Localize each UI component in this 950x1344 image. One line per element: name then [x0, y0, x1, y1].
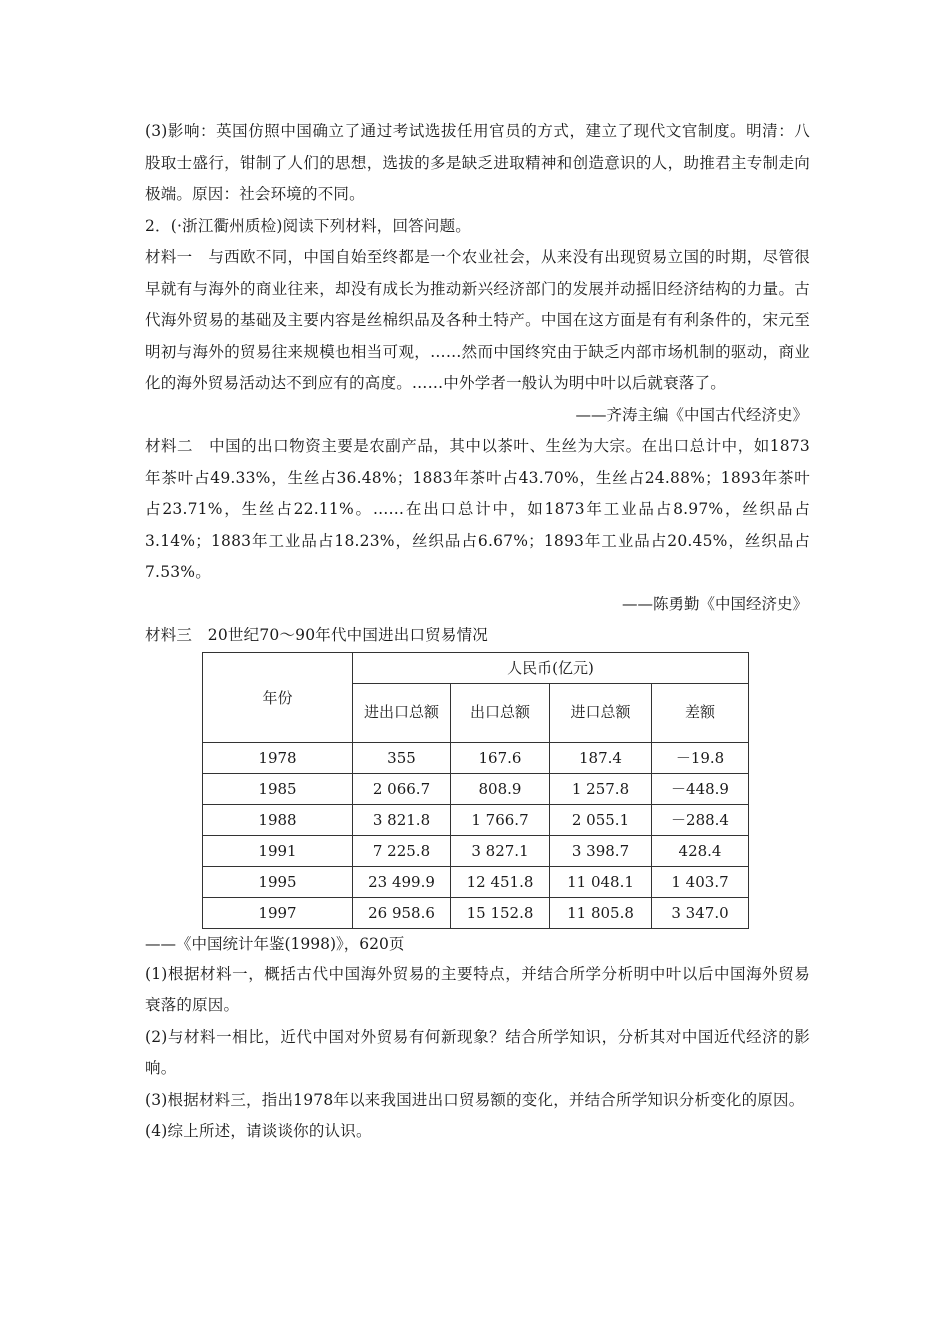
- table-cell: 3 398.7: [550, 835, 652, 866]
- table-cell: 1 403.7: [652, 866, 749, 897]
- material-two-source: ——陈勇勤《中国经济史》: [621, 594, 808, 613]
- table-cell: 2 066.7: [353, 773, 451, 804]
- answer-paragraph: (3)影响：英国仿照中国确立了通过考试选拔任用官员的方式，建立了现代文官制度。明清：八股取士盛行，钳制了人们的思想，选拔的多是缺乏进取精神和创造意识的人，助推君主专制走向极端。原因：社会环境的不同。: [145, 122, 810, 203]
- question-3: (3)根据材料三，指出1978年以来我国进出口贸易额的变化，并结合所学知识分析变化的原因。: [145, 1090, 805, 1109]
- table-row: [203, 804, 749, 835]
- table-cell: －448.9: [652, 773, 749, 804]
- table-cell: 1991: [203, 835, 353, 866]
- table-cell: 167.6: [451, 742, 550, 773]
- table-cell: 3 827.1: [451, 835, 550, 866]
- table-cell: 187.4: [550, 742, 652, 773]
- column-header: 出口总额: [451, 683, 550, 742]
- table-cell: 15 152.8: [451, 897, 550, 928]
- table-row: [203, 897, 749, 928]
- table-cell: 12 451.8: [451, 866, 550, 897]
- question-4: (4)综上所述，请谈谈你的认识。: [145, 1122, 372, 1140]
- table-row: [203, 742, 749, 773]
- table-row: [203, 773, 749, 804]
- table-cell: 11 048.1: [550, 866, 652, 897]
- table-cell: 1995: [203, 866, 353, 897]
- table-cell: 23 499.9: [353, 866, 451, 897]
- table-source: ——《中国统计年鉴(1998)》，620页: [145, 934, 405, 953]
- column-header: 进出口总额: [353, 683, 451, 742]
- question-2: (2)与材料一相比，近代中国对外贸易有何新现象？结合所学知识，分析其对中国近代经济的影响。: [145, 1027, 810, 1077]
- table-cell: 11 805.8: [550, 897, 652, 928]
- question-1: (1)根据材料一，概括古代中国海外贸易的主要特点，并结合所学分析明中叶以后中国海外贸易衰落的原因。: [145, 964, 810, 1014]
- material-one: 材料一 与西欧不同，中国自始至终都是一个农业社会，从来没有出现贸易立国的时期，尽管很早就有与海外的商业往来，却没有成长为推动新兴经济部门的发展并动摇旧经济结构的力量。古代海外贸易的基础及主要内容是丝棉织品及各种土特产。中国在这方面是有有利条件的，宋元至明初与海外的贸易往来规模也相当可观，……然而中国终究由于缺乏内部市场机制的驱动，商业化的海外贸易活动达不到应有的高度。……中外学者一般认为明中叶以后就衰落了。: [145, 248, 810, 392]
- year-header: 年份: [203, 652, 353, 742]
- currency-header: 人民币(亿元): [353, 652, 749, 683]
- table-cell: 3 347.0: [652, 897, 749, 928]
- table-cell: 1988: [203, 804, 353, 835]
- table-cell: 355: [353, 742, 451, 773]
- table-cell: 1978: [203, 742, 353, 773]
- table-cell: 3 821.8: [353, 804, 451, 835]
- material-two: 材料二 中国的出口物资主要是农副产品，其中以茶叶、生丝为大宗。在出口总计中，如1873年茶叶占49.33%，生丝占36.48%；1883年茶叶占43.70%，生丝占24.88%；1893年茶叶占23.71%，生丝占22.11%。……在出口总计中，如1873年工业品占8.97%，丝织品占3.14%；1883年工业品占18.23%，丝织品占6.67%；1893年工业品占20.45%，丝织品占7.53%。: [145, 437, 810, 581]
- table-cell: 1 766.7: [451, 804, 550, 835]
- table-cell: 1985: [203, 773, 353, 804]
- material-three-title: 材料三 20世纪70～90年代中国进出口贸易情况: [145, 626, 488, 644]
- table-cell: 1 257.8: [550, 773, 652, 804]
- column-header: 差额: [652, 683, 749, 742]
- table-cell: 7 225.8: [353, 835, 451, 866]
- table-row: [203, 866, 749, 897]
- table-header-row: [203, 652, 749, 683]
- table-cell: 808.9: [451, 773, 550, 804]
- material-one-source: ——齐涛主编《中国古代经济史》: [575, 405, 808, 424]
- table-cell: 26 958.6: [353, 897, 451, 928]
- trade-table: [202, 652, 749, 929]
- question-heading: 2．(·浙江衢州质检)阅读下列材料，回答问题。: [145, 216, 471, 235]
- table-cell: 1997: [203, 897, 353, 928]
- table-cell: 2 055.1: [550, 804, 652, 835]
- document-page: [145, 116, 810, 1148]
- column-header: 进口总额: [550, 683, 652, 742]
- table-cell: －19.8: [652, 742, 749, 773]
- table-cell: －288.4: [652, 804, 749, 835]
- table-cell: 428.4: [652, 835, 749, 866]
- table-row: [203, 835, 749, 866]
